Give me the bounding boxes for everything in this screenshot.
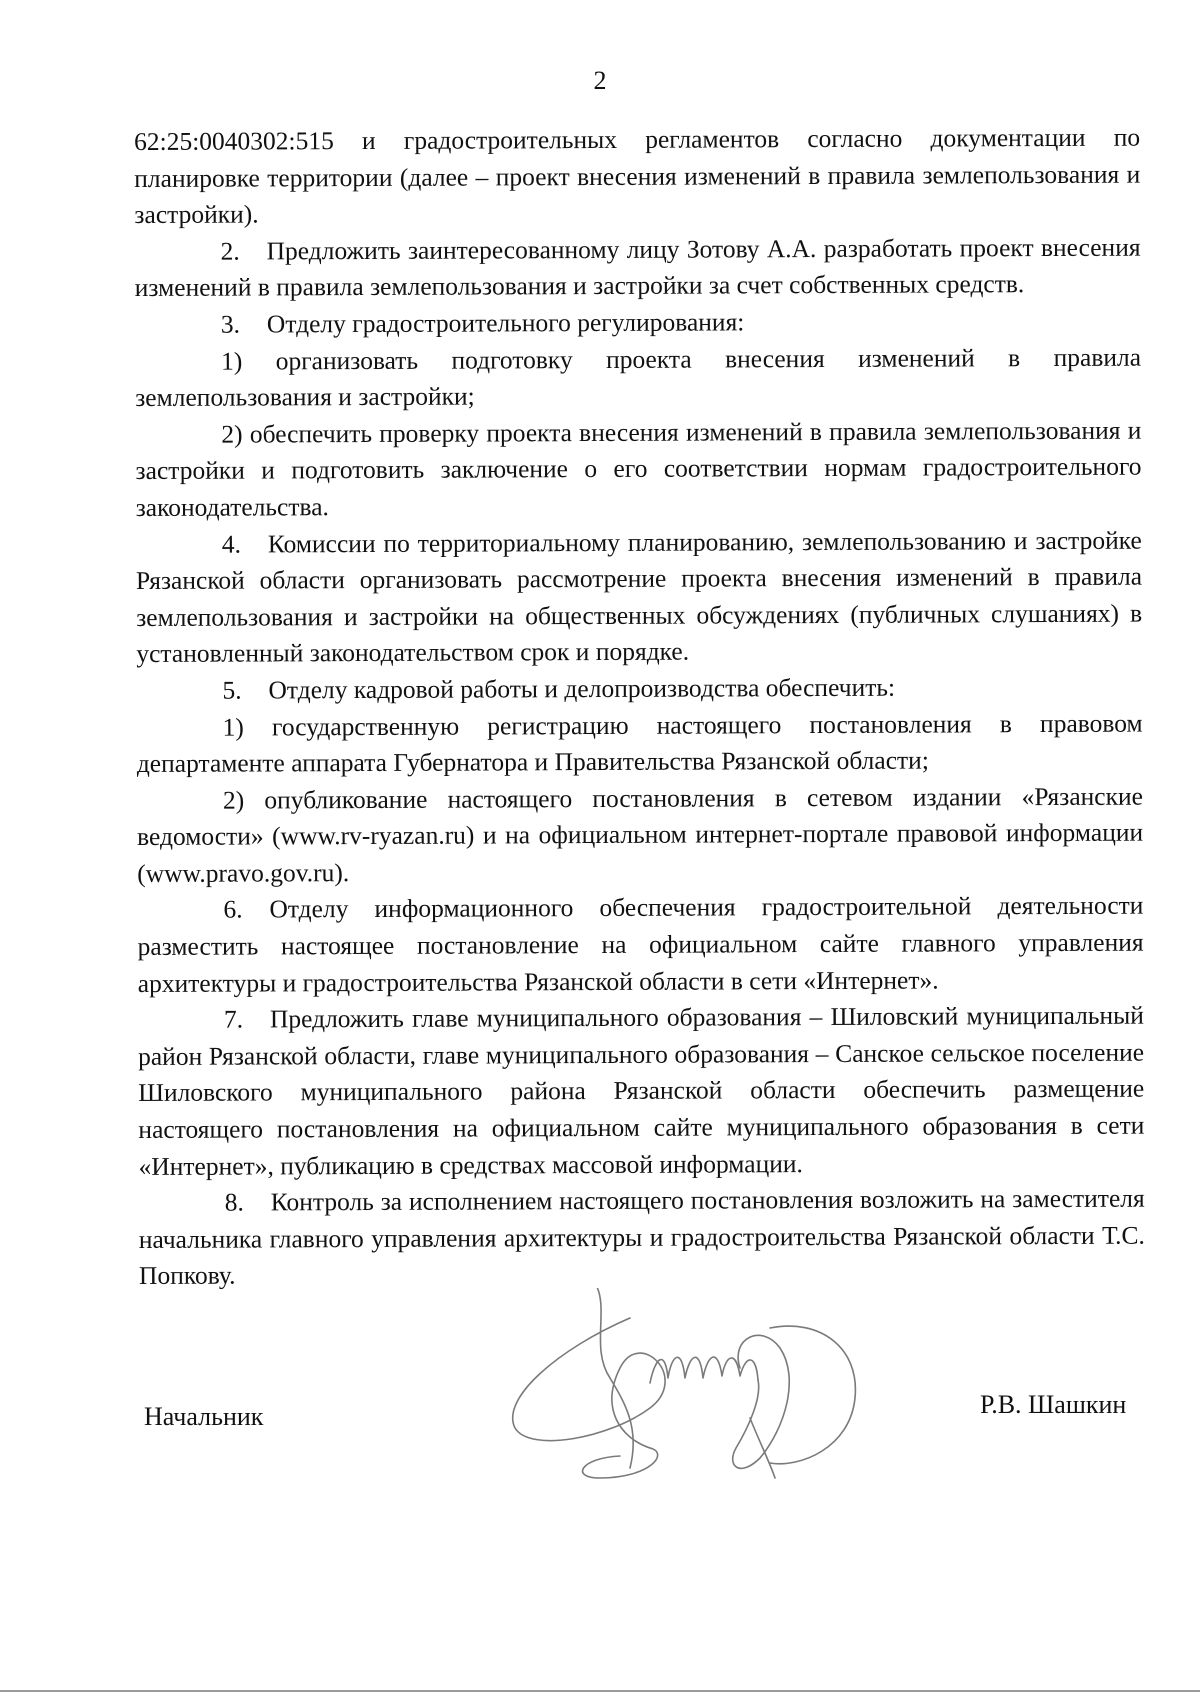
- item-number: 3.: [220, 309, 241, 339]
- item-number: 8.: [224, 1187, 244, 1217]
- document-body: [134, 120, 1145, 1295]
- item-number: 7.: [223, 1004, 244, 1034]
- item-number: 2.: [220, 236, 240, 266]
- subitem-5-2: 2) опубликование настоящего постановления в сетевом издании «Рязанские ведомости» (www.rv-ryazan.ru) и на официальном интернет-портале правовой информации (www.pravo.gov.ru).: [137, 781, 1144, 888]
- page-number: 2: [593, 66, 607, 95]
- page-edge-divider: [0, 1690, 1200, 1692]
- paragraph-text: Комиссии по территориальному планированию, землепользованию и застройке Рязанской области организовать рассмотрение проекта внесения изменений в правила землепользования и застройки на общественных обсуждениях (публичных слушаниях) в установленный законодательством срок и порядке.: [135, 525, 1143, 669]
- subitem-3-2: 2) обеспечить проверку проекта внесения изменений в правила землепользования и застройки и подготовить заключение о его соответствии нормам градостроительного законодательства.: [135, 415, 1142, 522]
- handwritten-signature: [500, 1288, 890, 1518]
- paragraph-text: Предложить главе муниципального образования – Шиловский муниципальный район Рязанской области, главе муниципального образования – Санское сельское поселение Шиловского муниципального района Рязанской области обеспечить размещение настоящего постановления на официальном сайте муниципального образования в сети «Интернет», публикацию в средствах массовой информации.: [138, 1000, 1145, 1181]
- subitem-3-1: 1) организовать подготовку проекта внесения изменений в правила землепользования и застройки;: [135, 342, 1142, 413]
- paragraph-item-5: [136, 669, 1142, 710]
- paragraph-continuation: 62:25:0040302:515 и градостроительных регламентов согласно документации по планировке территории (далее – проект внесения изменений в правила землепользования и застройки).: [134, 122, 1141, 230]
- item-number: 6.: [223, 895, 243, 925]
- paragraph-text: Контроль за исполнением настоящего постановления возложить на заместителя начальника главного управления архитектуры и градостроительства Рязанской области Т.С. Попкову.: [138, 1183, 1145, 1291]
- paragraph-text: Отделу кадровой работы и делопроизводства обеспечить:: [268, 672, 896, 705]
- paragraph-item-7: [138, 998, 1145, 1185]
- paragraph-text: Отделу градостроительного регулирования:: [266, 307, 745, 339]
- paragraph-item-2: [134, 229, 1140, 307]
- paragraph-text: Предложить заинтересованному лицу Зотову А.А. разработать проект внесения изменений в правила землепользования и застройки за счет собственных средств.: [134, 232, 1141, 303]
- paragraph-item-8: [139, 1181, 1145, 1295]
- paragraph-text: Отделу информационного обеспечения градостроительной деятельности разместить настоящее постановление на официальном сайте главного управления архитектуры и градостроительства Рязанской области в сети «Интернет».: [137, 891, 1144, 998]
- item-number: 4.: [221, 529, 242, 559]
- signatory-name: Р.В. Шашкин: [980, 1390, 1127, 1419]
- paragraph-item-4: [136, 522, 1143, 673]
- signatory-title: Начальник: [144, 1402, 264, 1431]
- paragraph-item-3: [135, 303, 1141, 344]
- paragraph-item-6: [137, 888, 1143, 1002]
- subitem-5-1: 1) государственную регистрацию настоящего постановления в правовом департаменте аппарата Губернатора и Правительства Рязанской области;: [136, 708, 1143, 779]
- item-number: 5.: [222, 675, 242, 705]
